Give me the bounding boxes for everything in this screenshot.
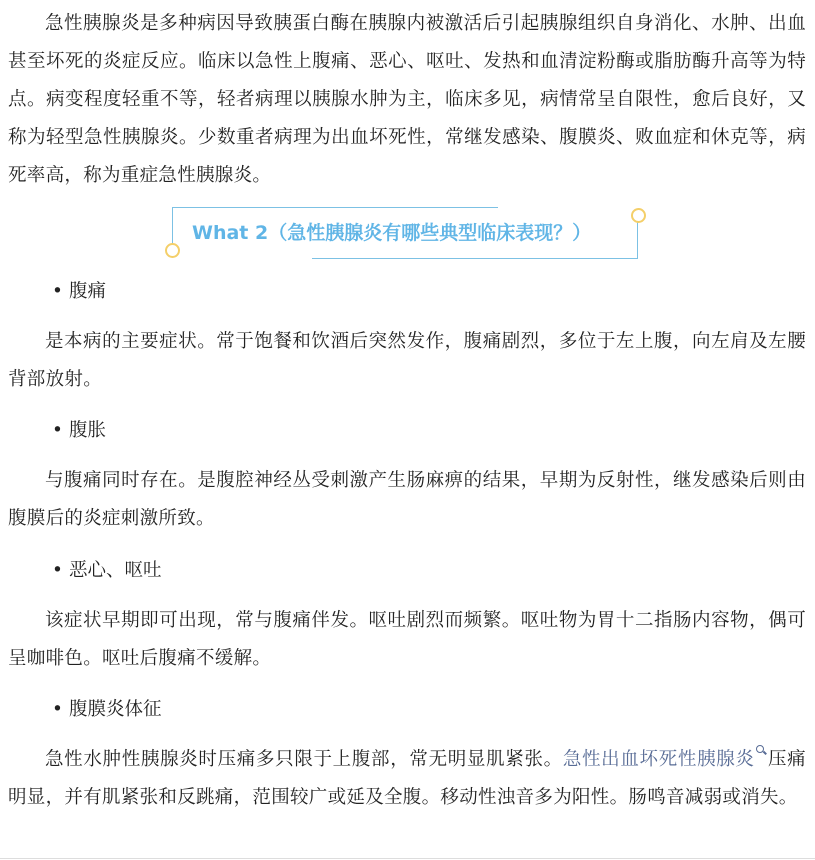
bullet-heading (52, 691, 162, 729)
intro-paragraph: 急性胰腺炎是多种病因导致胰蛋白酶在胰腺内被激活后引起胰腺组织自身消化、水肿、出血甚至坏死的炎症反应。临床以急性上腹痛、恶心、呕吐、发热和血清淀粉酶或脂肪酶升高等为特点。病变程度轻重不等，轻者病理以胰腺水肿为主，临床多见，病情常呈自限性，愈后良好，又称为轻型急性胰腺炎。少数重者病理为出血坏死性，常继发感染、腹膜炎、败血症和休克等，病死率高，称为重症急性胰腺炎。 (8, 13, 806, 186)
frame-line (172, 207, 498, 208)
bullet-label: 恶心、呕吐 (69, 560, 162, 581)
bullet-heading (52, 552, 162, 590)
section-paragraph: 与腹痛同时存在。是腹腔神经丛受刺激产生肠麻痹的结果，早期为反射性，继发感染后则由腹膜后的炎症刺激所致。 (8, 470, 806, 529)
bullet-label: 腹胀 (69, 420, 107, 441)
bullet-dot-icon: • (52, 560, 63, 581)
bullet-heading (52, 412, 106, 450)
section-heading-frame (172, 207, 638, 259)
divider (0, 858, 815, 859)
section-paragraph: 该症状早期即可出现，常与腹痛伴发。呕吐剧烈而频繁。呕吐物为胃十二指肠内容物，偶可呈咖啡色。呕吐后腹痛不缓解。 (8, 610, 806, 669)
circle-ornament-icon (631, 208, 646, 223)
bullet-dot-icon: • (52, 281, 63, 302)
bullet-label: 腹膜炎体征 (69, 699, 162, 720)
circle-ornament-icon (165, 243, 180, 258)
paragraph-text: 压痛明显，并有肌紧张和反跳痛，范围较广或延及全腹。移动性浊音多为阳性。肠鸣音减弱或消失。 (8, 749, 806, 808)
section-heading: What 2（急性胰腺炎有哪些典型临床表现？） (192, 222, 592, 244)
search-icon[interactable] (756, 745, 766, 757)
paragraph-text: 急性水肿性胰腺炎时压痛多只限于上腹部，常无明显肌紧张。 (45, 749, 563, 770)
section-paragraph (0, 741, 815, 817)
bullet-label: 腹痛 (69, 281, 107, 302)
section-paragraph: 是本病的主要症状。常于饱餐和饮酒后突然发作，腹痛剧烈，多位于左上腹，向左肩及左腰背部放射。 (8, 331, 806, 390)
bullet-dot-icon: • (52, 699, 63, 720)
bullet-dot-icon: • (52, 420, 63, 441)
search-link[interactable]: 急性出血坏死性胰腺炎 (562, 749, 755, 770)
bullet-heading (52, 273, 106, 311)
frame-line (312, 258, 638, 259)
